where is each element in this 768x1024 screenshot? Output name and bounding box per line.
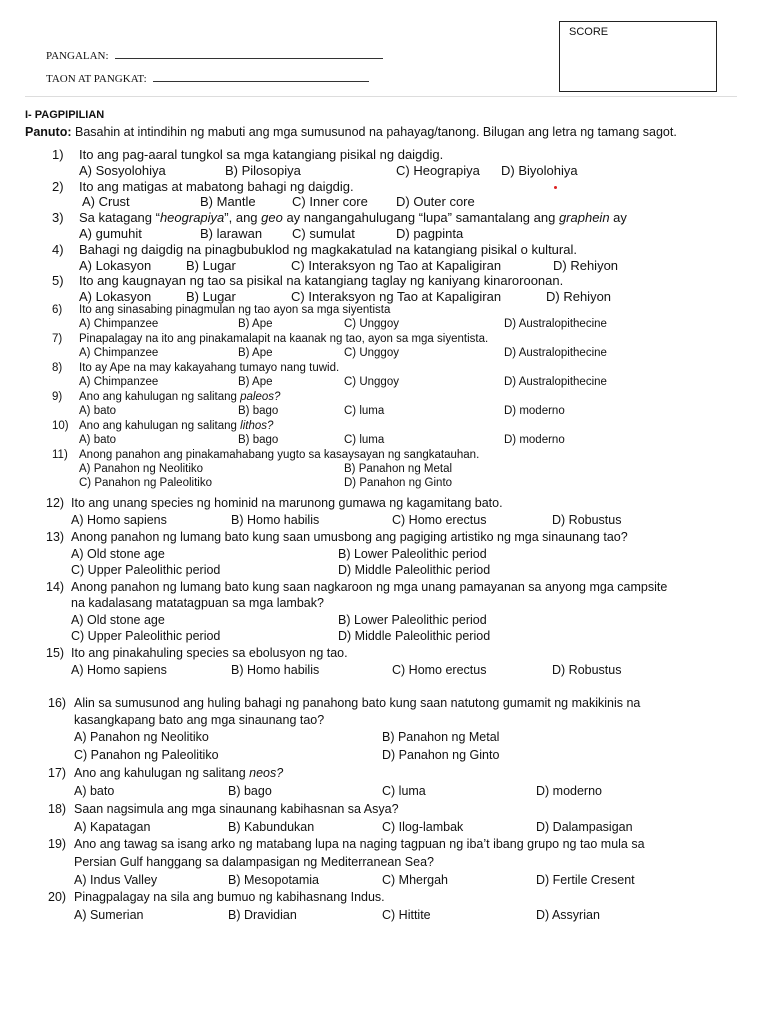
choice-d[interactable]: D) Panahon ng Ginto: [382, 748, 500, 762]
choice-d[interactable]: D) Panahon ng Ginto: [344, 477, 453, 489]
choice-c[interactable]: C) Heograpiya: [396, 163, 480, 178]
choice-a[interactable]: A) Panahon ng Neolitiko: [79, 463, 204, 475]
choice-c[interactable]: C) Interaksyon ng Tao at Kapaligiran: [291, 258, 502, 273]
choice-b[interactable]: B) Panahon ng Metal: [344, 463, 453, 475]
name-label: PANGALAN:: [46, 50, 109, 62]
choice-b[interactable]: B) bago: [238, 434, 279, 446]
choice-c[interactable]: C) Upper Paleolithic period: [71, 563, 221, 577]
choice-d[interactable]: D) Robustus: [552, 513, 622, 527]
choice-d[interactable]: D) Biyolohiya: [501, 163, 578, 178]
instructions-text: Basahin at intindihin ng mabuti ang mga sumusunod na pahayag/tanong. Bilugan ang letra ng tamang sagot.: [71, 125, 677, 139]
instructions: [25, 125, 677, 139]
choice-b[interactable]: B) Kabundukan: [228, 820, 315, 834]
choice-d[interactable]: D) moderno: [536, 784, 602, 798]
choice-d[interactable]: D) Outer core: [396, 194, 475, 209]
choice-b[interactable]: B) larawan: [200, 226, 263, 241]
choice-b[interactable]: B) bago: [228, 784, 272, 798]
score-label: SCORE: [569, 26, 609, 38]
choice-c[interactable]: C) luma: [382, 784, 426, 798]
choice-b[interactable]: B) Lugar: [186, 258, 236, 273]
header-divider: [25, 96, 737, 97]
choice-b[interactable]: B) Mesopotamia: [228, 873, 320, 887]
choice-a[interactable]: A) Sumerian: [74, 908, 144, 922]
choice-a[interactable]: A) Crust: [82, 194, 130, 209]
choice-b[interactable]: B) Ape: [238, 376, 273, 388]
choice-b[interactable]: B) Ape: [238, 347, 273, 359]
choice-c[interactable]: C) Interaksyon ng Tao at Kapaligiran: [291, 289, 502, 304]
year-section-line[interactable]: [153, 71, 369, 82]
choice-a[interactable]: A) Homo sapiens: [71, 663, 167, 677]
choice-c[interactable]: C) Ilog-lambak: [382, 820, 464, 834]
choice-c[interactable]: C) Unggoy: [344, 347, 399, 359]
choice-d[interactable]: D) Rehiyon: [546, 289, 612, 304]
choice-c[interactable]: C) Panahon ng Paleolitiko: [79, 477, 212, 489]
choice-d[interactable]: D) pagpinta: [396, 226, 464, 241]
year-section-field[interactable]: [46, 71, 369, 85]
choice-b[interactable]: B) Lower Paleolithic period: [338, 613, 487, 627]
choice-c[interactable]: C) Unggoy: [344, 376, 399, 388]
choice-b[interactable]: B) Panahon ng Metal: [382, 730, 500, 744]
choice-d[interactable]: D) Middle Paleolithic period: [338, 629, 491, 643]
choice-b[interactable]: B) Homo habilis: [231, 663, 320, 677]
choice-a[interactable]: A) Chimpanzee: [79, 318, 159, 330]
choice-b[interactable]: B) Lugar: [186, 289, 236, 304]
choice-d[interactable]: D) Robustus: [552, 663, 622, 677]
choice-d[interactable]: D) Australopithecine: [504, 376, 607, 388]
score-box: [559, 21, 717, 92]
choice-b[interactable]: B) Lower Paleolithic period: [338, 547, 487, 561]
choice-a[interactable]: A) Kapatagan: [74, 820, 151, 834]
name-field[interactable]: [46, 48, 383, 62]
choice-a[interactable]: A) bato: [79, 405, 117, 417]
red-mark: [554, 186, 557, 189]
choice-a[interactable]: A) Homo sapiens: [71, 513, 167, 527]
choice-c[interactable]: C) Hittite: [382, 908, 431, 922]
choice-a[interactable]: A) Indus Valley: [74, 873, 158, 887]
choice-d[interactable]: D) Dalampasigan: [536, 820, 633, 834]
name-line[interactable]: [115, 48, 383, 59]
choice-a[interactable]: A) Old stone age: [71, 547, 165, 561]
year-section-label: TAON AT PANGKAT:: [46, 73, 147, 85]
section-title: I- PAGPIPILIAN: [25, 109, 105, 121]
choice-d[interactable]: D) moderno: [504, 434, 565, 446]
choice-c[interactable]: C) luma: [344, 405, 385, 417]
choice-d[interactable]: D) Fertile Cresent: [536, 873, 635, 887]
choice-a[interactable]: A) bato: [74, 784, 115, 798]
choice-b[interactable]: B) Pilosopiya: [225, 163, 301, 178]
choice-d[interactable]: D) Australopithecine: [504, 347, 607, 359]
choice-a[interactable]: A) Chimpanzee: [79, 376, 159, 388]
choice-c[interactable]: C) luma: [344, 434, 385, 446]
choice-d[interactable]: D) Middle Paleolithic period: [338, 563, 491, 577]
choice-d[interactable]: D) Rehiyon: [553, 258, 619, 273]
choice-a[interactable]: A) Chimpanzee: [79, 347, 159, 359]
choice-a[interactable]: A) Lokasyon: [79, 289, 152, 304]
choice-c[interactable]: C) Inner core: [292, 194, 368, 209]
choice-c[interactable]: C) Unggoy: [344, 318, 399, 330]
choice-c[interactable]: C) Homo erectus: [392, 513, 487, 527]
choice-a[interactable]: A) Old stone age: [71, 613, 165, 627]
choice-b[interactable]: B) Dravidian: [228, 908, 297, 922]
choice-a[interactable]: A) bato: [79, 434, 117, 446]
choice-c[interactable]: C) Mhergah: [382, 873, 448, 887]
choice-d[interactable]: D) Assyrian: [536, 908, 600, 922]
choice-d[interactable]: D) moderno: [504, 405, 565, 417]
choice-c[interactable]: C) Upper Paleolithic period: [71, 629, 221, 643]
choice-b[interactable]: B) Ape: [238, 318, 273, 330]
choice-a[interactable]: A) Sosyolohiya: [79, 163, 166, 178]
choice-a[interactable]: A) Panahon ng Neolitiko: [74, 730, 209, 744]
choice-a[interactable]: A) Lokasyon: [79, 258, 152, 273]
choice-a[interactable]: A) gumuhit: [79, 226, 142, 241]
choice-b[interactable]: B) Homo habilis: [231, 513, 320, 527]
choice-c[interactable]: C) Homo erectus: [392, 663, 487, 677]
choice-c[interactable]: C) Panahon ng Paleolitiko: [74, 748, 219, 762]
choice-b[interactable]: B) bago: [238, 405, 279, 417]
choice-c[interactable]: C) sumulat: [292, 226, 355, 241]
instructions-label: Panuto:: [25, 125, 72, 139]
choice-b[interactable]: B) Mantle: [200, 194, 256, 209]
choice-d[interactable]: D) Australopithecine: [504, 318, 607, 330]
